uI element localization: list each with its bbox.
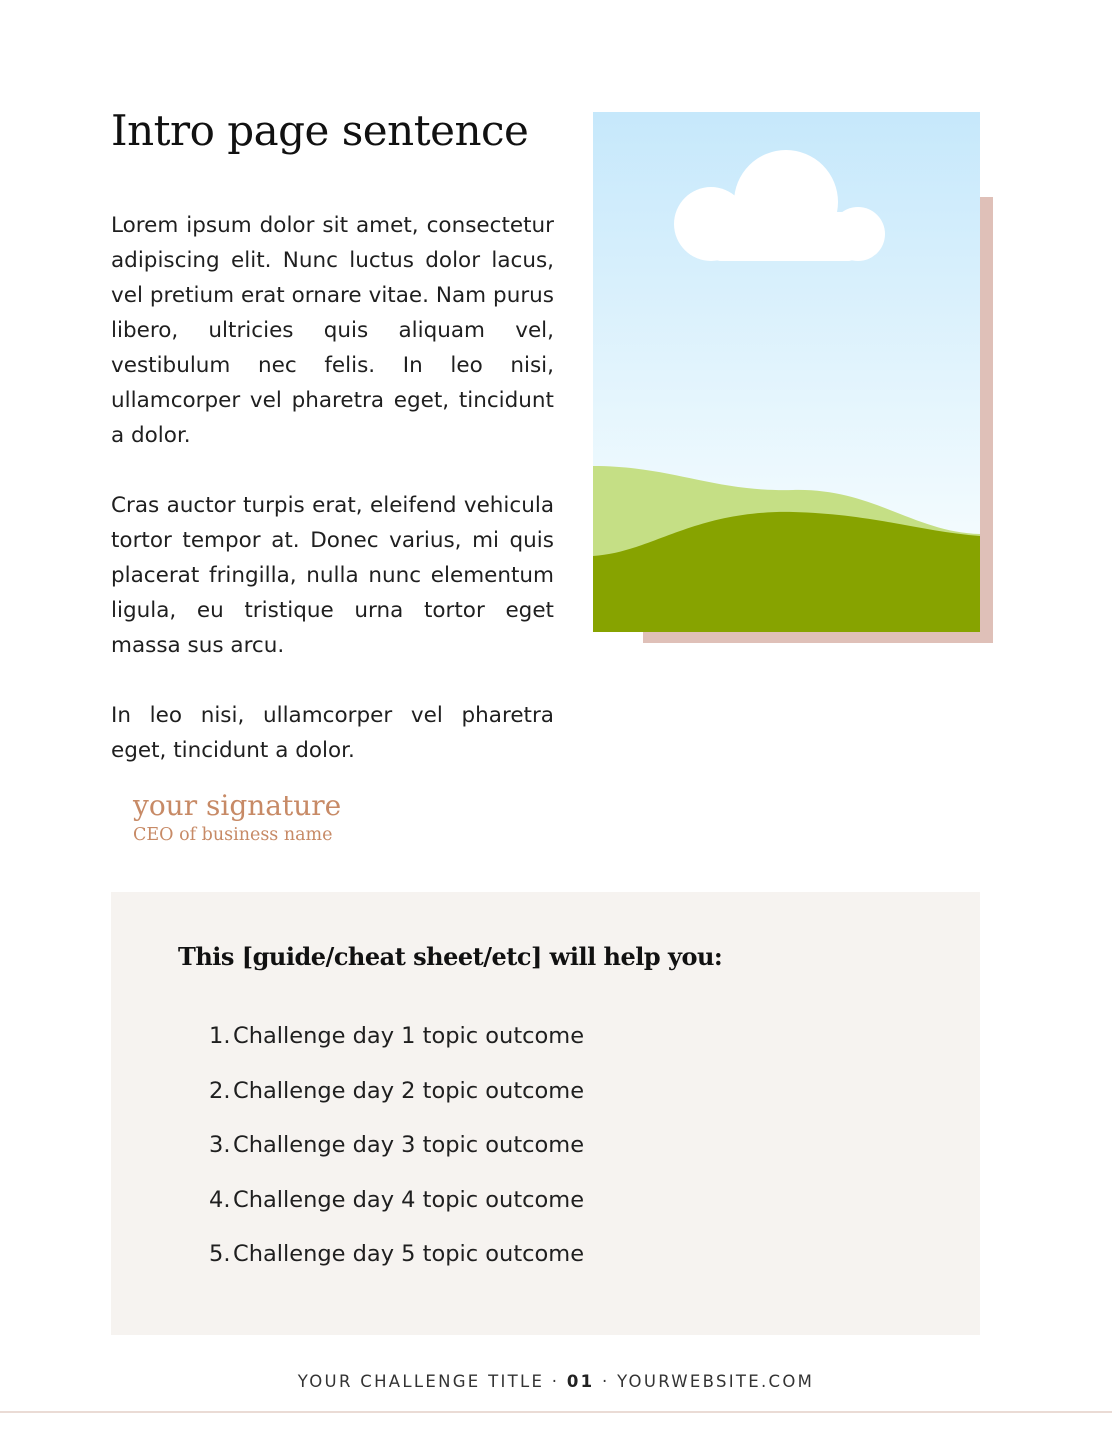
benefits-list — [209, 1018, 584, 1291]
landscape-illustration-icon — [593, 112, 980, 632]
item-number: 5. — [209, 1241, 231, 1268]
list-item — [209, 1018, 584, 1073]
paragraph: In leo nisi, ullamcorper vel pharetra eget, tincidunt a dolor. — [111, 703, 554, 763]
signature-name: your signature — [133, 789, 342, 822]
item-text: Challenge day 4 topic outcome — [233, 1186, 585, 1213]
paragraph: Cras auctor turpis erat, eleifend vehicula tortor tempor at. Donec varius, mi quis placerat fringilla, nulla nunc elementum ligula, eu tristique urna tortor eget massa sus arcu. — [111, 493, 554, 658]
footer-website: YOURWEBSITE.COM — [617, 1372, 815, 1391]
page-title: Intro page sentence — [111, 106, 529, 155]
item-text: Challenge day 2 topic outcome — [233, 1077, 585, 1104]
footer-title: YOUR CHALLENGE TITLE — [297, 1372, 545, 1391]
page-footer — [0, 1372, 1112, 1391]
item-text: Challenge day 3 topic outcome — [233, 1132, 585, 1159]
item-number: 2. — [209, 1077, 231, 1104]
item-number: 1. — [209, 1023, 231, 1049]
intro-body — [111, 208, 554, 803]
list-item — [209, 1236, 584, 1291]
list-item — [209, 1182, 584, 1237]
footer-separator: · — [601, 1372, 610, 1391]
footer-divider — [0, 1411, 1112, 1413]
list-item — [209, 1127, 584, 1182]
item-number: 3. — [209, 1132, 231, 1159]
footer-separator: · — [551, 1372, 560, 1391]
item-text: Challenge day 5 topic outcome — [233, 1241, 585, 1268]
list-item — [209, 1073, 584, 1128]
paragraph: Lorem ipsum dolor sit amet, consectetur adipiscing elit. Nunc luctus dolor lacus, vel pretium erat ornare vitae. Nam purus libero, ultricies quis aliquam vel, vestibulum nec felis. In leo nisi, ullamcorper vel pharetra eget, tincidunt a dolor. — [111, 213, 554, 448]
signature-role: CEO of business name — [133, 825, 333, 845]
item-number: 4. — [209, 1186, 231, 1213]
benefits-heading: This [guide/cheat sheet/etc] will help you: — [178, 942, 723, 971]
signature-block — [133, 788, 341, 846]
benefits-box — [111, 892, 980, 1335]
page-number: 01 — [566, 1372, 595, 1391]
item-text: Challenge day 1 topic outcome — [233, 1023, 585, 1049]
